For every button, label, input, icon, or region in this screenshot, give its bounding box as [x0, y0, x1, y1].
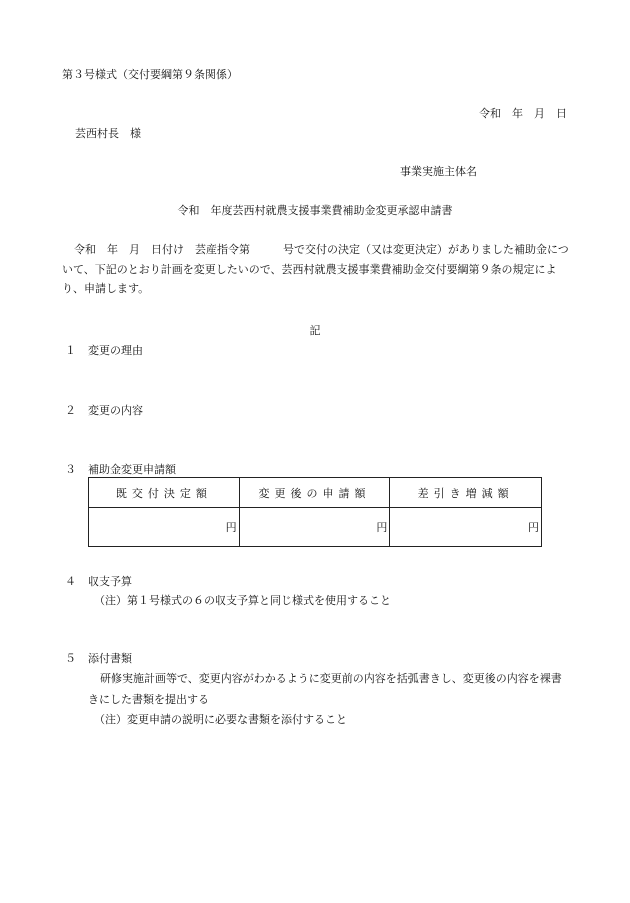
section-4-label: 収支予算 [88, 575, 132, 588]
section-5-note: （注）変更申請の説明に必要な書類を添付すること [94, 713, 347, 726]
section-4-note: （注）第１号様式の６の収支予算と同じ様式を使用すること [94, 594, 391, 607]
header-revised-application-amount: 変更後の申請額 [239, 478, 390, 508]
amount-table-header-row [89, 478, 542, 508]
difference-amount-cell[interactable] [390, 508, 542, 547]
section-2-number: ２ [65, 404, 76, 417]
section-5-number: ５ [65, 652, 76, 665]
amount-table-value-row [89, 508, 542, 547]
date-line: 令和 年 月 日 [479, 107, 567, 120]
yen-unit: 円 [376, 521, 388, 534]
amount-table [88, 477, 542, 547]
previous-decision-amount-cell[interactable] [89, 508, 240, 547]
body-paragraph: 令和 年 月 日付け 芸産指令第 号で交付の決定（又は変更決定）がありました補助金について、下記のとおり計画を変更したいので、芸西村就農支援事業費補助金交付要綱第９条の規定により、申請します。 [62, 243, 569, 295]
section-5-label: 添付書類 [88, 652, 132, 665]
form-number: 第３号様式（交付要綱第９条関係） [62, 68, 238, 81]
section-3-label: 補助金変更申請額 [88, 463, 176, 476]
section-5-body-line-1: 研修実施計画等で、変更内容がわかるように変更前の内容を括弧書きし、変更後の内容を裸書 [100, 672, 562, 685]
addressee: 芸西村長 様 [75, 127, 141, 140]
yen-unit: 円 [225, 521, 237, 534]
revised-application-amount-cell[interactable] [239, 508, 390, 547]
header-previous-decision-amount: 既交付決定額 [89, 478, 240, 508]
yen-unit: 円 [528, 521, 539, 534]
document-title: 令和 年度芸西村就農支援事業費補助金変更承認申請書 [177, 204, 453, 217]
section-5-body-line-2: きにした書類を提出する [88, 693, 209, 706]
section-1-label: 変更の理由 [88, 344, 143, 357]
section-1-number: １ [65, 344, 76, 357]
section-3-number: ３ [65, 463, 76, 476]
header-difference-amount: 差引き増減額 [390, 478, 542, 508]
ki-heading: 記 [309, 324, 321, 337]
applicant-name-label: 事業実施主体名 [400, 165, 477, 178]
section-4-number: ４ [65, 575, 76, 588]
section-2-label: 変更の内容 [88, 404, 143, 417]
